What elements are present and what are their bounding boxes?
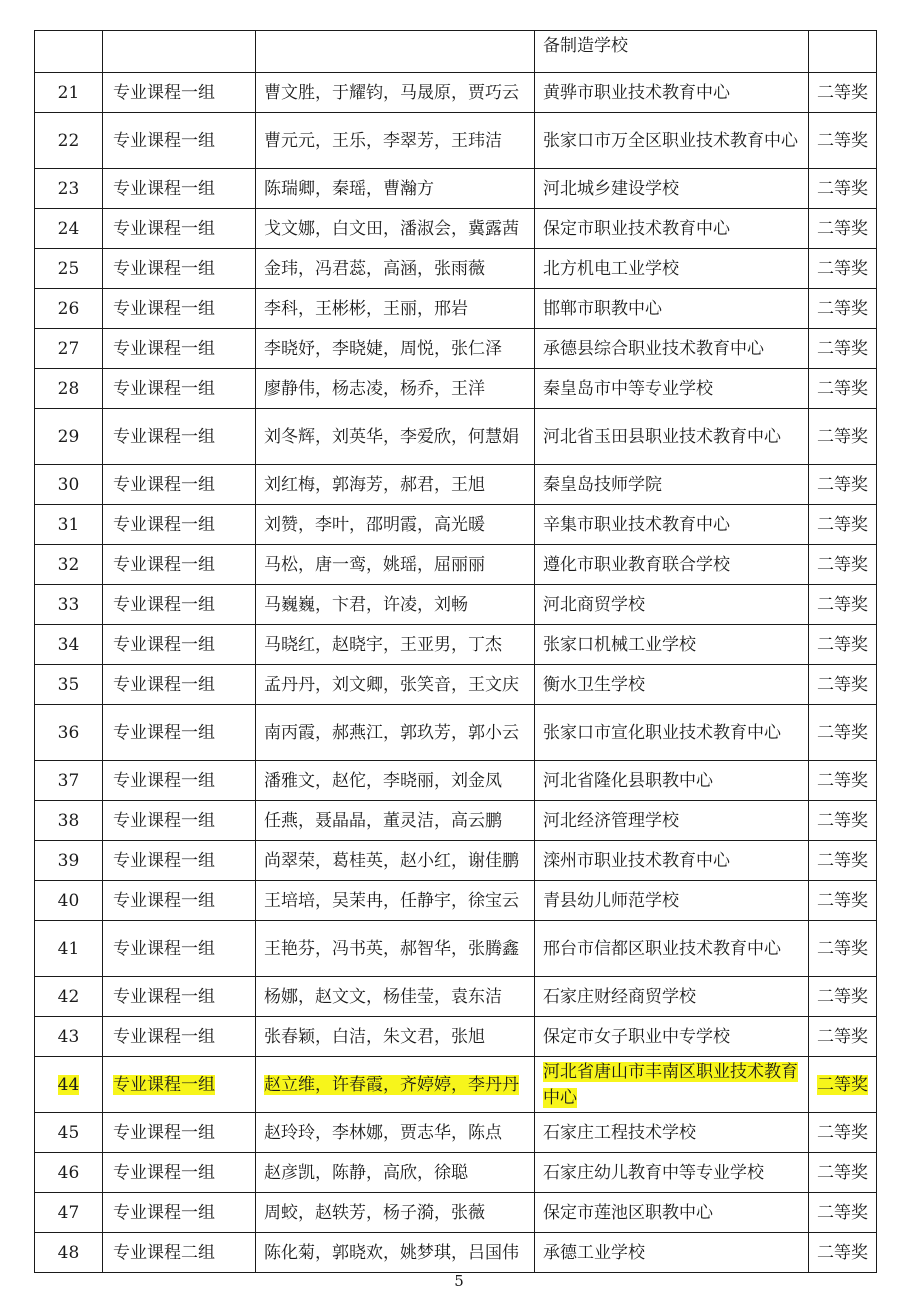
cell-award: 二等奖 bbox=[809, 169, 877, 209]
cell-names: 曹元元，王乐，李翠芳，王玮洁 bbox=[256, 113, 535, 169]
table-row bbox=[35, 465, 877, 505]
cell-names: 戈文娜，白文田，潘淑会，冀露茜 bbox=[256, 209, 535, 249]
cell-group: 专业课程一组 bbox=[103, 329, 256, 369]
table-row bbox=[35, 73, 877, 113]
table-row bbox=[35, 761, 877, 801]
cell-school: 河北城乡建设学校 bbox=[535, 169, 809, 209]
cell-num: 43 bbox=[35, 1017, 103, 1057]
table-row bbox=[35, 209, 877, 249]
cell-award: 二等奖 bbox=[809, 881, 877, 921]
cell-group: 专业课程一组 bbox=[103, 761, 256, 801]
table-row bbox=[35, 169, 877, 209]
cell-award: 二等奖 bbox=[809, 1153, 877, 1193]
cell-names: 赵彦凯，陈静，高欣，徐聪 bbox=[256, 1153, 535, 1193]
cell-names: 李科，王彬彬，王丽，邢岩 bbox=[256, 289, 535, 329]
table-row bbox=[35, 369, 877, 409]
cell-award: 二等奖 bbox=[809, 801, 877, 841]
cell-group: 专业课程一组 bbox=[103, 977, 256, 1017]
cell-group: 专业课程一组 bbox=[103, 705, 256, 761]
cell-group: 专业课程一组 bbox=[103, 1017, 256, 1057]
cell-names: 马巍巍，卞君，许凌，刘畅 bbox=[256, 585, 535, 625]
cell-group: 专业课程一组 bbox=[103, 545, 256, 585]
cell-school: 保定市莲池区职教中心 bbox=[535, 1193, 809, 1233]
cell-names: 刘赞，李叶，邵明霞，高光暖 bbox=[256, 505, 535, 545]
cell-award: 二等奖 bbox=[809, 369, 877, 409]
table-row bbox=[35, 505, 877, 545]
cell-award: 二等奖 bbox=[809, 585, 877, 625]
cell-names: 马晓红，赵晓宇，王亚男，丁杰 bbox=[256, 625, 535, 665]
cell-group: 专业课程一组 bbox=[103, 369, 256, 409]
cell-num: 41 bbox=[35, 921, 103, 977]
table-row bbox=[35, 881, 877, 921]
cell-names: 张春颖，白洁，朱文君，张旭 bbox=[256, 1017, 535, 1057]
cell-award: 二等奖 bbox=[809, 409, 877, 465]
cell-award: 二等奖 bbox=[809, 505, 877, 545]
cell-group: 专业课程一组 bbox=[103, 1113, 256, 1153]
cell-names: 金玮，冯君蕊，高涵，张雨薇 bbox=[256, 249, 535, 289]
cell-num: 28 bbox=[35, 369, 103, 409]
cell-school: 张家口市宣化职业技术教育中心 bbox=[535, 705, 809, 761]
cell-group: 专业课程二组 bbox=[103, 1233, 256, 1273]
cell-school: 滦州市职业技术教育中心 bbox=[535, 841, 809, 881]
cell-num: 29 bbox=[35, 409, 103, 465]
cell-award bbox=[809, 1057, 877, 1113]
cell-school: 张家口机械工业学校 bbox=[535, 625, 809, 665]
cell-award: 二等奖 bbox=[809, 921, 877, 977]
highlighted-text: 专业课程一组 bbox=[113, 1074, 215, 1095]
cell-award: 二等奖 bbox=[809, 113, 877, 169]
cell-award: 二等奖 bbox=[809, 761, 877, 801]
cell-num: 42 bbox=[35, 977, 103, 1017]
cell-school: 黄骅市职业技术教育中心 bbox=[535, 73, 809, 113]
cell-award: 二等奖 bbox=[809, 249, 877, 289]
cell-num: 40 bbox=[35, 881, 103, 921]
cell-num: 27 bbox=[35, 329, 103, 369]
cell-num: 46 bbox=[35, 1153, 103, 1193]
highlighted-text: 河北省唐山市丰南区职业技术教育中心 bbox=[543, 1061, 798, 1108]
cell-award bbox=[809, 31, 877, 73]
table-row bbox=[35, 113, 877, 169]
cell-award: 二等奖 bbox=[809, 665, 877, 705]
cell-school: 河北省玉田县职业技术教育中心 bbox=[535, 409, 809, 465]
table-row bbox=[35, 665, 877, 705]
cell-award: 二等奖 bbox=[809, 1113, 877, 1153]
cell-names: 廖静伟，杨志凌，杨乔，王洋 bbox=[256, 369, 535, 409]
cell-award: 二等奖 bbox=[809, 977, 877, 1017]
table-row bbox=[35, 289, 877, 329]
cell-award: 二等奖 bbox=[809, 73, 877, 113]
cell-school: 辛集市职业技术教育中心 bbox=[535, 505, 809, 545]
cell-group: 专业课程一组 bbox=[103, 113, 256, 169]
cell-num: 33 bbox=[35, 585, 103, 625]
cell-school: 承德县综合职业技术教育中心 bbox=[535, 329, 809, 369]
cell-school: 邢台市信都区职业技术教育中心 bbox=[535, 921, 809, 977]
cell-award: 二等奖 bbox=[809, 465, 877, 505]
cell-school: 青县幼儿师范学校 bbox=[535, 881, 809, 921]
cell-names: 赵玲玲，李林娜，贾志华，陈点 bbox=[256, 1113, 535, 1153]
table-row-continued bbox=[35, 31, 877, 73]
table-row bbox=[35, 1193, 877, 1233]
cell-group: 专业课程一组 bbox=[103, 505, 256, 545]
cell-school: 保定市职业技术教育中心 bbox=[535, 209, 809, 249]
cell-group: 专业课程一组 bbox=[103, 585, 256, 625]
table-row bbox=[35, 585, 877, 625]
cell-num: 39 bbox=[35, 841, 103, 881]
cell-num: 32 bbox=[35, 545, 103, 585]
cell-group: 专业课程一组 bbox=[103, 249, 256, 289]
table-row bbox=[35, 801, 877, 841]
cell-names: 杨娜，赵文文，杨佳莹，袁东洁 bbox=[256, 977, 535, 1017]
cell-group: 专业课程一组 bbox=[103, 1193, 256, 1233]
cell-school: 河北商贸学校 bbox=[535, 585, 809, 625]
table-row bbox=[35, 1057, 877, 1113]
cell-group bbox=[103, 1057, 256, 1113]
table-row bbox=[35, 1017, 877, 1057]
cell-school bbox=[535, 1057, 809, 1113]
cell-names: 孟丹丹，刘文卿，张笑音，王文庆 bbox=[256, 665, 535, 705]
cell-award: 二等奖 bbox=[809, 209, 877, 249]
table-row bbox=[35, 841, 877, 881]
cell-group: 专业课程一组 bbox=[103, 801, 256, 841]
table-row bbox=[35, 1153, 877, 1193]
cell-group: 专业课程一组 bbox=[103, 289, 256, 329]
cell-num: 23 bbox=[35, 169, 103, 209]
cell-num: 37 bbox=[35, 761, 103, 801]
cell-names: 潘雅文，赵佗，李晓丽，刘金凤 bbox=[256, 761, 535, 801]
cell-num: 26 bbox=[35, 289, 103, 329]
cell-group bbox=[103, 31, 256, 73]
table-row bbox=[35, 249, 877, 289]
cell-num: 47 bbox=[35, 1193, 103, 1233]
cell-school: 张家口市万全区职业技术教育中心 bbox=[535, 113, 809, 169]
cell-award: 二等奖 bbox=[809, 1193, 877, 1233]
table-row bbox=[35, 545, 877, 585]
cell-num: 34 bbox=[35, 625, 103, 665]
cell-award: 二等奖 bbox=[809, 1017, 877, 1057]
cell-school: 秦皇岛技师学院 bbox=[535, 465, 809, 505]
cell-school: 邯郸市职教中心 bbox=[535, 289, 809, 329]
cell-school: 河北经济管理学校 bbox=[535, 801, 809, 841]
table-row bbox=[35, 625, 877, 665]
cell-names: 周蛟，赵轶芳，杨子漪，张薇 bbox=[256, 1193, 535, 1233]
cell-school: 北方机电工业学校 bbox=[535, 249, 809, 289]
cell-names: 刘红梅，郭海芳，郝君，王旭 bbox=[256, 465, 535, 505]
cell-group: 专业课程一组 bbox=[103, 921, 256, 977]
cell-num: 21 bbox=[35, 73, 103, 113]
table-row bbox=[35, 329, 877, 369]
cell-group: 专业课程一组 bbox=[103, 169, 256, 209]
cell-award: 二等奖 bbox=[809, 545, 877, 585]
cell-num: 24 bbox=[35, 209, 103, 249]
cell-names: 王培培，吴茉冉，任静宇，徐宝云 bbox=[256, 881, 535, 921]
cell-school: 遵化市职业教育联合学校 bbox=[535, 545, 809, 585]
cell-school: 石家庄财经商贸学校 bbox=[535, 977, 809, 1017]
highlighted-text: 赵立维，许春霞，齐婷婷，李丹丹 bbox=[264, 1074, 519, 1095]
awards-table-body bbox=[35, 31, 877, 1273]
highlighted-text: 44 bbox=[57, 1074, 80, 1095]
cell-school: 备制造学校 bbox=[535, 31, 809, 73]
cell-group: 专业课程一组 bbox=[103, 465, 256, 505]
cell-num: 22 bbox=[35, 113, 103, 169]
cell-num bbox=[35, 1057, 103, 1113]
cell-group: 专业课程一组 bbox=[103, 881, 256, 921]
cell-num: 35 bbox=[35, 665, 103, 705]
cell-names bbox=[256, 1057, 535, 1113]
cell-names: 陈化菊，郭晓欢，姚梦琪，吕国伟 bbox=[256, 1233, 535, 1273]
cell-num: 31 bbox=[35, 505, 103, 545]
cell-names: 陈瑞卿，秦瑶，曹瀚方 bbox=[256, 169, 535, 209]
cell-group: 专业课程一组 bbox=[103, 841, 256, 881]
cell-group: 专业课程一组 bbox=[103, 73, 256, 113]
cell-names: 南丙霞，郝燕江，郭玖芳，郭小云 bbox=[256, 705, 535, 761]
cell-group: 专业课程一组 bbox=[103, 209, 256, 249]
cell-group: 专业课程一组 bbox=[103, 625, 256, 665]
cell-num: 38 bbox=[35, 801, 103, 841]
cell-group: 专业课程一组 bbox=[103, 1153, 256, 1193]
cell-award: 二等奖 bbox=[809, 625, 877, 665]
cell-school: 河北省隆化县职教中心 bbox=[535, 761, 809, 801]
cell-school: 保定市女子职业中专学校 bbox=[535, 1017, 809, 1057]
cell-group: 专业课程一组 bbox=[103, 665, 256, 705]
cell-num: 45 bbox=[35, 1113, 103, 1153]
table-row bbox=[35, 705, 877, 761]
cell-school: 石家庄幼儿教育中等专业学校 bbox=[535, 1153, 809, 1193]
cell-names: 刘冬辉，刘英华，李爱欣，何慧娟 bbox=[256, 409, 535, 465]
cell-names: 曹文胜，于耀钧，马晟原，贾巧云 bbox=[256, 73, 535, 113]
cell-names bbox=[256, 31, 535, 73]
table-row bbox=[35, 977, 877, 1017]
cell-award: 二等奖 bbox=[809, 329, 877, 369]
page-number: 5 bbox=[454, 1272, 464, 1290]
cell-num: 25 bbox=[35, 249, 103, 289]
cell-school: 承德工业学校 bbox=[535, 1233, 809, 1273]
table-row bbox=[35, 1113, 877, 1153]
cell-award: 二等奖 bbox=[809, 1233, 877, 1273]
cell-award: 二等奖 bbox=[809, 289, 877, 329]
table-row bbox=[35, 409, 877, 465]
cell-names: 李晓妤，李晓婕，周悦，张仁泽 bbox=[256, 329, 535, 369]
cell-names: 马松，唐一鸾，姚瑶，屈丽丽 bbox=[256, 545, 535, 585]
cell-names: 尚翠荣，葛桂英，赵小红，谢佳鹏 bbox=[256, 841, 535, 881]
cell-award: 二等奖 bbox=[809, 705, 877, 761]
table-row bbox=[35, 1233, 877, 1273]
cell-num: 36 bbox=[35, 705, 103, 761]
table-row bbox=[35, 921, 877, 977]
cell-num: 48 bbox=[35, 1233, 103, 1273]
awards-table bbox=[34, 30, 877, 1273]
cell-school: 秦皇岛市中等专业学校 bbox=[535, 369, 809, 409]
cell-school: 衡水卫生学校 bbox=[535, 665, 809, 705]
cell-names: 任燕，聂晶晶，董灵洁，高云鹏 bbox=[256, 801, 535, 841]
cell-num: 30 bbox=[35, 465, 103, 505]
cell-school: 石家庄工程技术学校 bbox=[535, 1113, 809, 1153]
cell-names: 王艳芬，冯书英，郝智华，张腾鑫 bbox=[256, 921, 535, 977]
cell-num bbox=[35, 31, 103, 73]
cell-group: 专业课程一组 bbox=[103, 409, 256, 465]
highlighted-text: 二等奖 bbox=[817, 1074, 868, 1095]
cell-award: 二等奖 bbox=[809, 841, 877, 881]
